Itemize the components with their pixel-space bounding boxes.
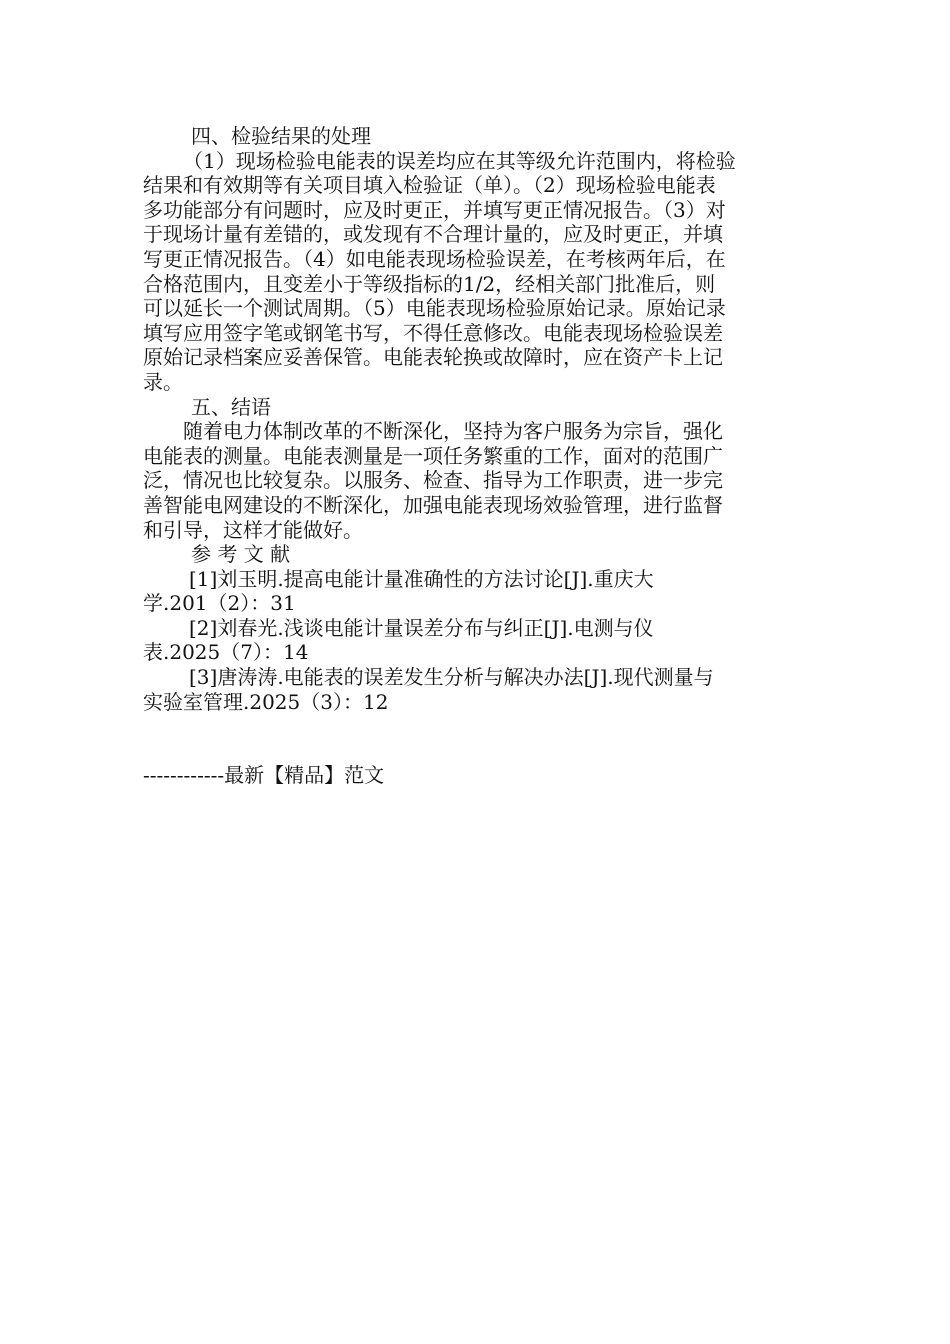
- reference-line: 学.201（2）：31: [143, 591, 296, 616]
- paragraph-line: （1）现场检验电能表的误差均应在其等级允许范围内，将检验: [183, 148, 736, 173]
- paragraph-line: 善智能电网建设的不断深化，加强电能表现场效验管理，进行监督: [143, 492, 723, 517]
- paragraph-line: 合格范围内，且变差小于等级指标的1/2，经相关部门批准后，则: [143, 271, 716, 296]
- document-body: [143, 124, 805, 789]
- reference-item: [143, 665, 805, 714]
- spacer: [143, 714, 805, 763]
- reference-line: 实验室管理.2025（3）：12: [143, 689, 389, 714]
- paragraph-line: 可以延长一个测试周期。（5）电能表现场检验原始记录。原始记录: [143, 296, 726, 321]
- paragraph-line: 电能表的测量。电能表测量是一项任务繁重的工作，面对的范围广: [143, 443, 723, 468]
- paragraph-line: 写更正情况报告。（4）如电能表现场检验误差，在考核两年后，在: [143, 246, 726, 271]
- reference-line: [2]刘春光.浅谈电能计量误差分布与纠正[J].电测与仪: [189, 615, 654, 640]
- footer-text: ------------最新【精品】范文: [143, 763, 385, 788]
- reference-item: [143, 567, 805, 616]
- reference-line: [3]唐涛涛.电能表的误差发生分析与解决办法[J].现代测量与: [189, 665, 714, 690]
- paragraph-line: 于现场计量有差错的，或发现有不合理计量的，应及时更正，并填: [143, 222, 723, 247]
- section-heading-conclusion: 五、结语: [191, 394, 271, 419]
- paragraph-line: 泛，情况也比较复杂。以服务、检查、指导为工作职责，进一步完: [143, 468, 723, 493]
- paragraph-line: 随着电力体制改革的不断深化，坚持为客户服务为宗旨，强化: [183, 419, 723, 444]
- paragraph-line: 结果和有效期等有关项目填入检验证（单）。（2）现场检验电能表: [143, 173, 716, 198]
- paragraph-line: 填写应用签字笔或钢笔书写，不得任意修改。电能表现场检验误差: [143, 320, 723, 345]
- references-heading: 参 考 文 献: [191, 542, 291, 567]
- reference-item: [143, 616, 805, 665]
- reference-line: 表.2025（7）：14: [143, 640, 309, 665]
- paragraph-line: 和引导，这样才能做好。: [143, 517, 363, 542]
- paragraph-line: 多功能部分有问题时，应及时更正，并填写更正情况报告。（3）对: [143, 197, 726, 222]
- paragraph-line: 录。: [143, 369, 183, 394]
- section-heading-results: 四、检验结果的处理: [191, 124, 371, 148]
- paragraph-line: 原始记录档案应妥善保管。电能表轮换或故障时，应在资产卡上记: [143, 345, 723, 370]
- reference-line: [1]刘玉明.提高电能计量准确性的方法讨论[J].重庆大: [189, 566, 654, 591]
